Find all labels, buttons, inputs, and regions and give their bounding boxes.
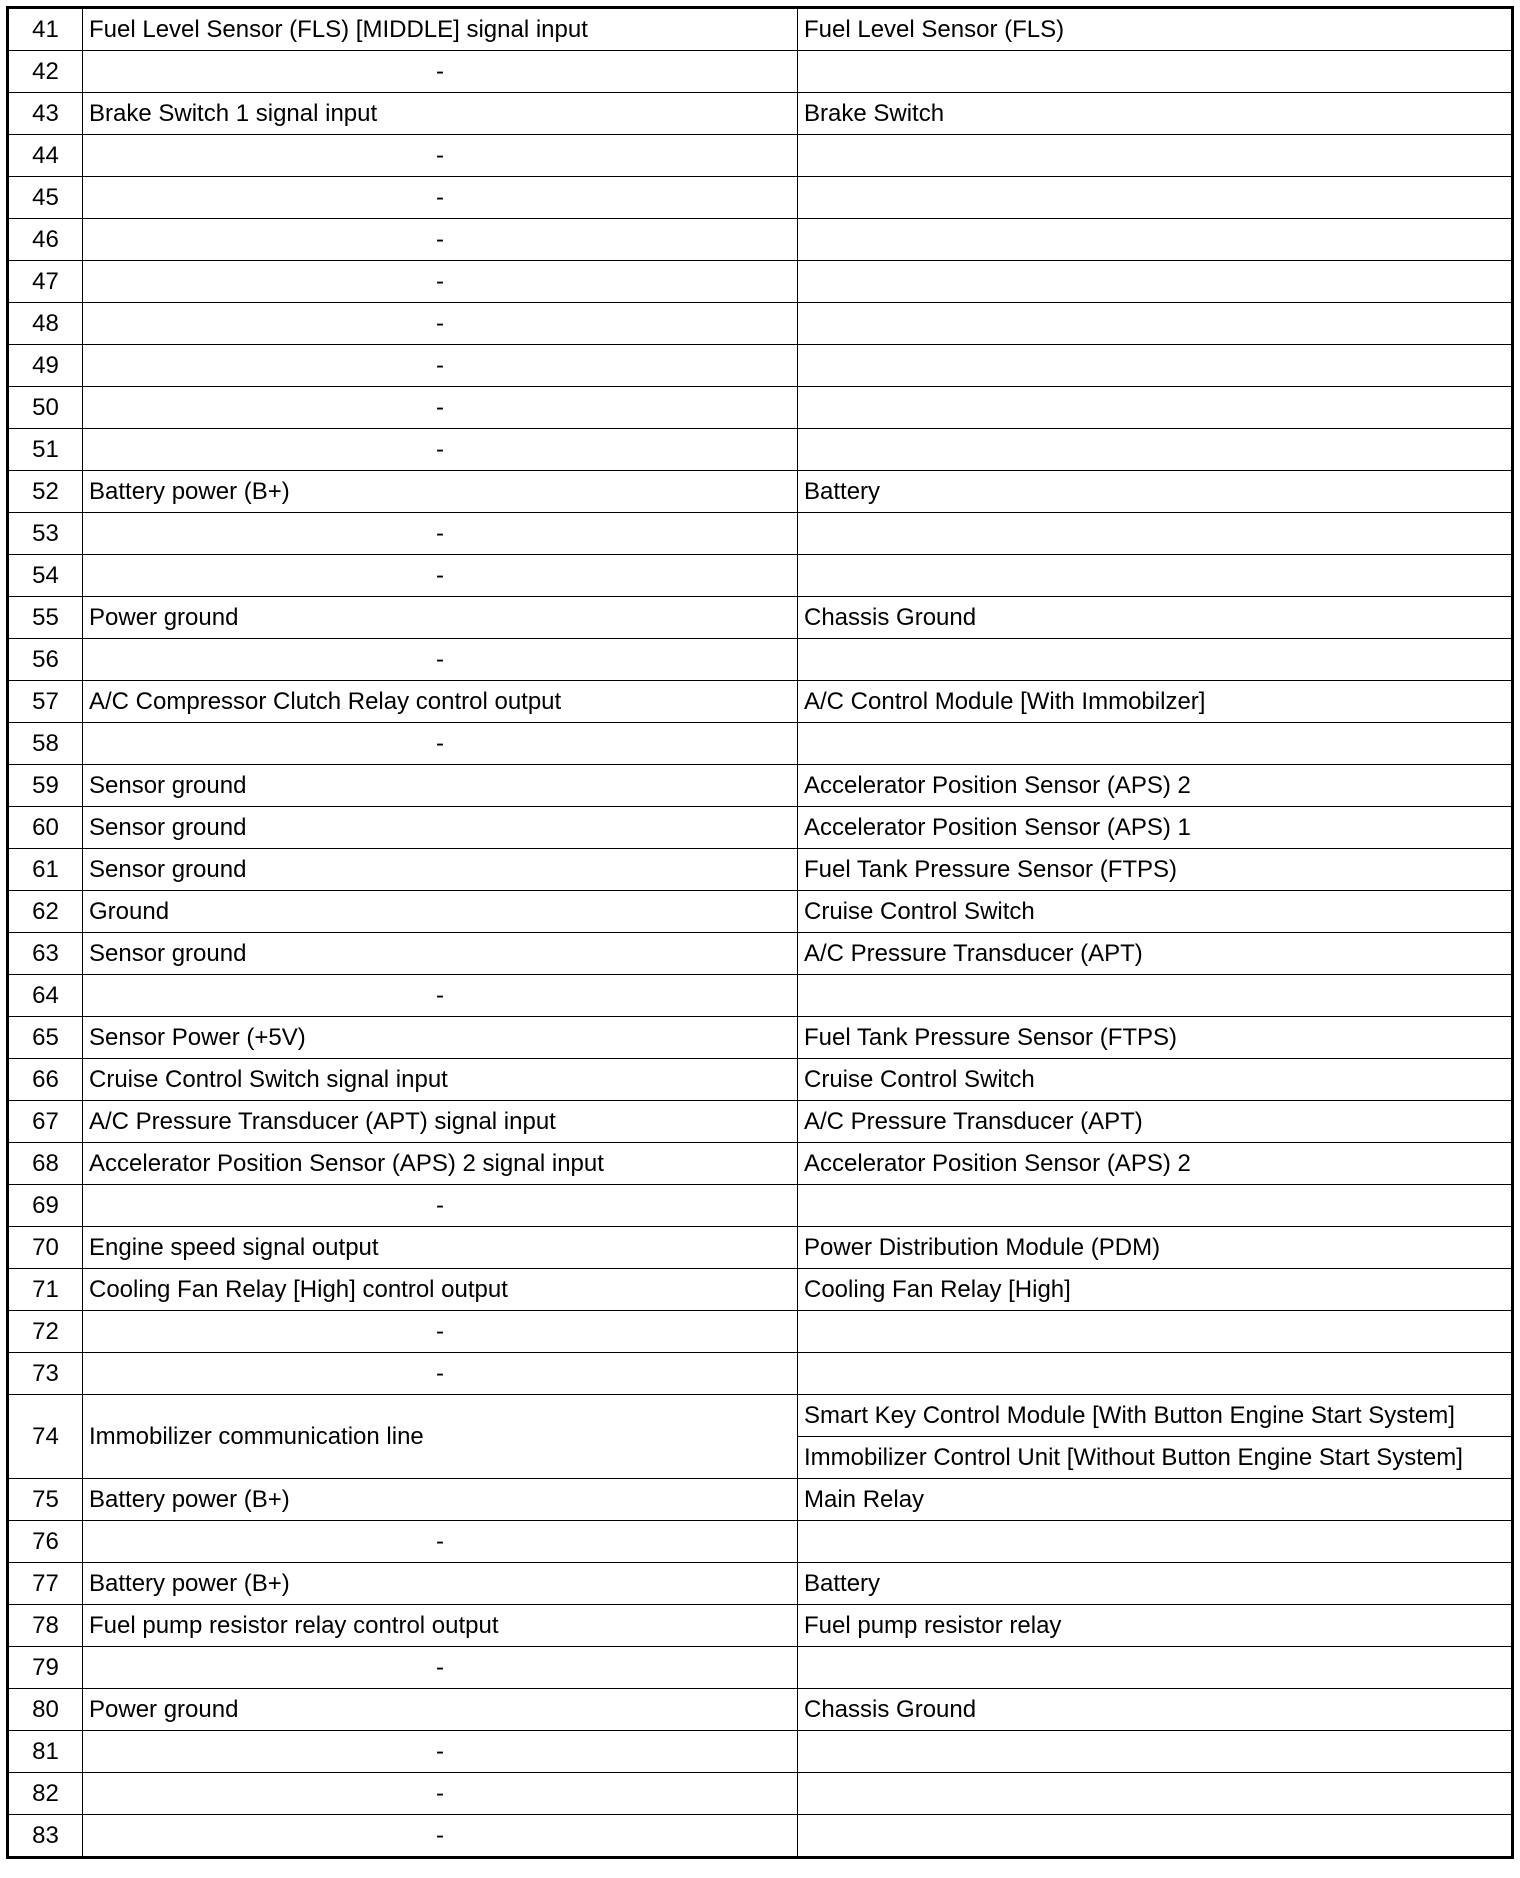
- pin-description: -: [83, 1185, 798, 1227]
- table-row: [8, 135, 1513, 177]
- connected-component: Battery: [798, 471, 1513, 513]
- table-row: [8, 1773, 1513, 1815]
- pin-description: Engine speed signal output: [83, 1227, 798, 1269]
- connected-component: Chassis Ground: [798, 1689, 1513, 1731]
- connected-component: Cooling Fan Relay [High]: [798, 1269, 1513, 1311]
- pin-description: Power ground: [83, 597, 798, 639]
- pin-description: -: [83, 1521, 798, 1563]
- pin-number: 61: [8, 849, 83, 891]
- pin-description: Fuel pump resistor relay control output: [83, 1605, 798, 1647]
- pin-description: A/C Compressor Clutch Relay control output: [83, 681, 798, 723]
- pin-number: 45: [8, 177, 83, 219]
- pin-description: Sensor Power (+5V): [83, 1017, 798, 1059]
- table-row: [8, 1689, 1513, 1731]
- connected-component: [798, 975, 1513, 1017]
- table-row: [8, 387, 1513, 429]
- table-row: [8, 849, 1513, 891]
- connected-component: Cruise Control Switch: [798, 1059, 1513, 1101]
- pin-description: -: [83, 135, 798, 177]
- connected-component: [798, 51, 1513, 93]
- table-row: [8, 219, 1513, 261]
- table-row: [8, 765, 1513, 807]
- connected-component: [798, 303, 1513, 345]
- connected-component: Smart Key Control Module [With Button Engine Start System]: [798, 1395, 1513, 1437]
- connected-component: A/C Pressure Transducer (APT): [798, 1101, 1513, 1143]
- table-row: [8, 177, 1513, 219]
- pin-number: 68: [8, 1143, 83, 1185]
- connected-component: [798, 555, 1513, 597]
- connected-component: [798, 345, 1513, 387]
- connected-component: [798, 513, 1513, 555]
- pin-description: -: [83, 51, 798, 93]
- connected-component: [798, 135, 1513, 177]
- pin-number: 66: [8, 1059, 83, 1101]
- pin-number: 70: [8, 1227, 83, 1269]
- table-row: [8, 933, 1513, 975]
- pin-table: [6, 6, 1514, 1859]
- pin-number: 54: [8, 555, 83, 597]
- table-row: [8, 1815, 1513, 1858]
- pin-number: 71: [8, 1269, 83, 1311]
- pin-number: 74: [8, 1395, 83, 1479]
- table-row: [8, 555, 1513, 597]
- table-row: [8, 1101, 1513, 1143]
- pin-description: Accelerator Position Sensor (APS) 2 signal input: [83, 1143, 798, 1185]
- table-row: [8, 1227, 1513, 1269]
- connected-component: Immobilizer Control Unit [Without Button Engine Start System]: [798, 1437, 1513, 1479]
- pin-number: 67: [8, 1101, 83, 1143]
- table-row: [8, 303, 1513, 345]
- connected-component: [798, 429, 1513, 471]
- pin-number: 64: [8, 975, 83, 1017]
- pin-number: 57: [8, 681, 83, 723]
- pin-description: Cruise Control Switch signal input: [83, 1059, 798, 1101]
- connected-component: Power Distribution Module (PDM): [798, 1227, 1513, 1269]
- pin-description: Brake Switch 1 signal input: [83, 93, 798, 135]
- pin-number: 59: [8, 765, 83, 807]
- pin-description: -: [83, 429, 798, 471]
- pin-number: 72: [8, 1311, 83, 1353]
- pin-number: 56: [8, 639, 83, 681]
- pin-number: 43: [8, 93, 83, 135]
- pin-number: 52: [8, 471, 83, 513]
- connected-component: [798, 1185, 1513, 1227]
- pin-number: 69: [8, 1185, 83, 1227]
- pin-description: -: [83, 345, 798, 387]
- table-row: [8, 1731, 1513, 1773]
- connected-component: A/C Pressure Transducer (APT): [798, 933, 1513, 975]
- pin-description: A/C Pressure Transducer (APT) signal input: [83, 1101, 798, 1143]
- table-row: [8, 513, 1513, 555]
- table-row: [8, 1395, 1513, 1437]
- pin-description: -: [83, 975, 798, 1017]
- connected-component: A/C Control Module [With Immobilzer]: [798, 681, 1513, 723]
- connected-component: Battery: [798, 1563, 1513, 1605]
- table-row: [8, 1521, 1513, 1563]
- connected-component: Brake Switch: [798, 93, 1513, 135]
- table-row: [8, 681, 1513, 723]
- table-row: [8, 1479, 1513, 1521]
- table-row: [8, 597, 1513, 639]
- pin-description: Power ground: [83, 1689, 798, 1731]
- connected-component: [798, 723, 1513, 765]
- connected-component: Accelerator Position Sensor (APS) 1: [798, 807, 1513, 849]
- table-row: [8, 471, 1513, 513]
- connected-component: [798, 1731, 1513, 1773]
- pin-number: 47: [8, 261, 83, 303]
- connected-component: [798, 387, 1513, 429]
- pin-number: 48: [8, 303, 83, 345]
- pin-description: -: [83, 1353, 798, 1395]
- pin-number: 53: [8, 513, 83, 555]
- pin-description: -: [83, 219, 798, 261]
- pin-table-body: [8, 8, 1513, 1858]
- connected-component: Fuel Tank Pressure Sensor (FTPS): [798, 1017, 1513, 1059]
- pin-description: -: [83, 513, 798, 555]
- pin-number: 58: [8, 723, 83, 765]
- table-row: [8, 1563, 1513, 1605]
- pin-number: 41: [8, 8, 83, 51]
- connected-component: Cruise Control Switch: [798, 891, 1513, 933]
- connected-component: Fuel pump resistor relay: [798, 1605, 1513, 1647]
- pin-number: 65: [8, 1017, 83, 1059]
- pin-description: -: [83, 1731, 798, 1773]
- table-row: [8, 1353, 1513, 1395]
- pin-number: 76: [8, 1521, 83, 1563]
- pin-number: 73: [8, 1353, 83, 1395]
- pin-description: -: [83, 387, 798, 429]
- pin-number: 42: [8, 51, 83, 93]
- table-row: [8, 891, 1513, 933]
- table-row: [8, 51, 1513, 93]
- connected-component: [798, 639, 1513, 681]
- pin-description: -: [83, 1647, 798, 1689]
- table-row: [8, 1017, 1513, 1059]
- connected-component: Main Relay: [798, 1479, 1513, 1521]
- pin-description: -: [83, 177, 798, 219]
- pin-number: 44: [8, 135, 83, 177]
- table-row: [8, 1059, 1513, 1101]
- pin-number: 46: [8, 219, 83, 261]
- connected-component: [798, 1521, 1513, 1563]
- pin-number: 55: [8, 597, 83, 639]
- connected-component: [798, 1647, 1513, 1689]
- pin-number: 81: [8, 1731, 83, 1773]
- connected-component: Fuel Tank Pressure Sensor (FTPS): [798, 849, 1513, 891]
- pin-description: Fuel Level Sensor (FLS) [MIDDLE] signal input: [83, 8, 798, 51]
- connected-component: Fuel Level Sensor (FLS): [798, 8, 1513, 51]
- pin-number: 83: [8, 1815, 83, 1858]
- pin-description: Cooling Fan Relay [High] control output: [83, 1269, 798, 1311]
- pin-description: Immobilizer communication line: [83, 1395, 798, 1479]
- pin-number: 62: [8, 891, 83, 933]
- connected-component: [798, 1311, 1513, 1353]
- pin-description: -: [83, 1815, 798, 1858]
- pin-description: Ground: [83, 891, 798, 933]
- pin-description: Battery power (B+): [83, 1563, 798, 1605]
- table-row: [8, 807, 1513, 849]
- table-row: [8, 93, 1513, 135]
- pin-description: -: [83, 555, 798, 597]
- pin-description: -: [83, 1773, 798, 1815]
- table-row: [8, 429, 1513, 471]
- pin-number: 80: [8, 1689, 83, 1731]
- pin-description: -: [83, 639, 798, 681]
- connected-component: [798, 219, 1513, 261]
- connected-component: [798, 1353, 1513, 1395]
- table-row: [8, 1647, 1513, 1689]
- pin-description: Sensor ground: [83, 849, 798, 891]
- pin-description: -: [83, 723, 798, 765]
- pin-description: Battery power (B+): [83, 1479, 798, 1521]
- pin-number: 79: [8, 1647, 83, 1689]
- pin-description: -: [83, 261, 798, 303]
- pin-description: Sensor ground: [83, 807, 798, 849]
- table-row: [8, 261, 1513, 303]
- connected-component: [798, 177, 1513, 219]
- pin-description: Battery power (B+): [83, 471, 798, 513]
- table-row: [8, 723, 1513, 765]
- pin-description: Sensor ground: [83, 933, 798, 975]
- pin-description: -: [83, 303, 798, 345]
- pin-number: 49: [8, 345, 83, 387]
- table-row: [8, 345, 1513, 387]
- table-row: [8, 1185, 1513, 1227]
- table-row: [8, 1269, 1513, 1311]
- pin-description: -: [83, 1311, 798, 1353]
- pin-number: 82: [8, 1773, 83, 1815]
- pin-number: 51: [8, 429, 83, 471]
- connected-component: Accelerator Position Sensor (APS) 2: [798, 1143, 1513, 1185]
- table-row: [8, 1143, 1513, 1185]
- pin-number: 78: [8, 1605, 83, 1647]
- table-row: [8, 1605, 1513, 1647]
- pin-number: 77: [8, 1563, 83, 1605]
- table-row: [8, 1311, 1513, 1353]
- pin-number: 60: [8, 807, 83, 849]
- table-row: [8, 975, 1513, 1017]
- table-row: [8, 639, 1513, 681]
- pin-number: 50: [8, 387, 83, 429]
- connected-component: [798, 261, 1513, 303]
- connected-component: Accelerator Position Sensor (APS) 2: [798, 765, 1513, 807]
- pin-number: 75: [8, 1479, 83, 1521]
- connected-component: Chassis Ground: [798, 597, 1513, 639]
- connected-component: [798, 1773, 1513, 1815]
- connected-component: [798, 1815, 1513, 1858]
- pin-number: 63: [8, 933, 83, 975]
- pin-description: Sensor ground: [83, 765, 798, 807]
- table-row: [8, 8, 1513, 51]
